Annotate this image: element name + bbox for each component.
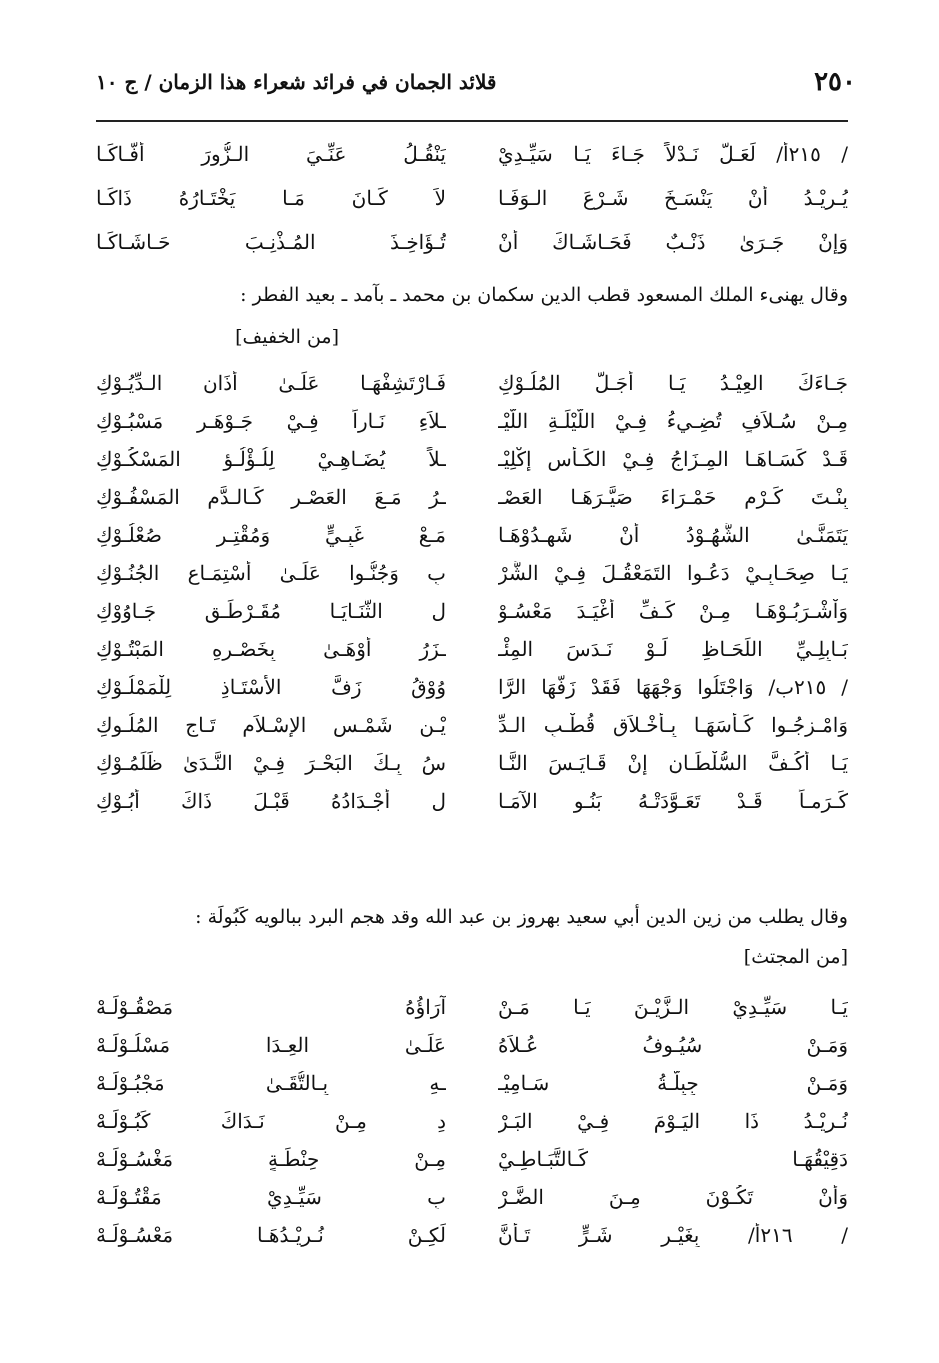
header-rule: [96, 120, 848, 122]
meter-label: [من المجتث]: [743, 946, 848, 968]
verse-second-hemistich: عَلَـىٰ العِـدَا مَسْلُـوْلَـهْ: [96, 1033, 446, 1057]
verse-second-hemistich: يْـنِ شَمْـسِ الإِسْـلاَمِ تَـاجِ المُلُـوكِ: [96, 713, 446, 737]
poem-intro: وقال يهنىء الملك المسعود قطب الدين سكمان بن محمد ـ بآمد ـ بعيد الفطر :: [240, 284, 848, 306]
verse-first-hemistich: وَامْـزِجُـوا كَـأْسَهَـا بِـأَخْـلاَقِ قُطْـبِ الـدِّ: [498, 713, 848, 737]
verse-line: [96, 592, 848, 630]
verse-second-hemistich: بِ سَيِّـدِيْ مَقْتُـوْلَـهْ: [96, 1185, 446, 1209]
verse-line: [96, 668, 848, 706]
verse-first-hemistich: وَمَـنْ جِبِلَّـةُ سَـامِيْـ: [498, 1071, 848, 1095]
verse-first-hemistich: مِـنْ سُـلاَفٍ تُضِـيءُ فِـيْ اللَّيْلَـةِ اللَّيْـ: [498, 409, 848, 433]
verse-line: [96, 220, 848, 264]
verse-line: [96, 782, 848, 820]
verse-second-hemistich: ـهِ بِـالتُّقَـىٰ مَجْبُـوْلَـهْ: [96, 1071, 446, 1095]
verse-line: [96, 744, 848, 782]
verse-line: [96, 1102, 848, 1140]
verse-second-hemistich: سُ بِـكَ البَحْـرَ فِـيْ النَّـدَىٰ ظَلَمُـوْكِ: [96, 751, 446, 775]
verse-line: [96, 132, 848, 176]
poem-section-3: [96, 988, 848, 1254]
verse-first-hemistich: بِنْـتَ كَـرْمٍ حَمْـرَاءَ صَيَّـرَهَـا العَصْـ: [498, 485, 848, 509]
verse-second-hemistich: يَنْقُـلُ عَنِّـيَ الـزُّورَ أَفَّـاكَـا: [96, 142, 446, 166]
verse-line: [96, 988, 848, 1026]
verse-first-hemistich: يَـا سَيِّـدِيْ الـزَّيْـنَ يَـا مَـنْ: [498, 995, 848, 1019]
verse-second-hemistich: لَكِـنْ نُـرِيْـدُهَـا مَعْسُـوْلَـهْ: [96, 1223, 446, 1247]
verse-line: [96, 554, 848, 592]
verse-first-hemistich: دَقِيْقُهَـا كَـالتَّبَـاطِـيْ: [498, 1147, 848, 1171]
verse-line: [96, 630, 848, 668]
verse-line: [96, 176, 848, 220]
running-title: قلائد الجمان في فرائد شعراء هذا الزمان / ج ١٠: [96, 70, 497, 94]
verse-first-hemistich: وَاْشْـرَبُـوْهَـا مِـنْ كَـفِّ أَغْيَـدَ مَعْسُـوْ: [498, 599, 848, 623]
meter-label: [من الخفيف]: [235, 326, 339, 348]
verse-line: [96, 364, 848, 402]
verse-second-hemistich: دِ مِـنْ نَـدَاكَ كَبُـوْلَـهْ: [96, 1109, 446, 1133]
verse-line: [96, 402, 848, 440]
verse-second-hemistich: آرَاؤُهُ مَصْقُـوْلَـهْ: [96, 995, 446, 1019]
verse-first-hemistich: يُـرِيْـدُ أَنْ يَنْسَـخَ شَـرْعَ الـوَفَـا: [498, 186, 848, 210]
verse-line: [96, 1026, 848, 1064]
poem-intro: وقال يطلب من زين الدين أبي سعيد بهروز بن عبد الله وقد هجم البرد ببالويه كَبُولَة :: [195, 906, 848, 928]
verse-line: [96, 440, 848, 478]
verse-second-hemistich: ـلاً يُضَـاهِـيْ لِلُـؤْلُـؤِ المَسْكُـوْكِ: [96, 447, 446, 471]
verse-first-hemistich: وَمَـنْ سُيُـوفُ عُـلاَهُ: [498, 1033, 848, 1057]
verse-line: [96, 706, 848, 744]
verse-first-hemistich: يَتَمَنَّـىٰ الشُّهُـوْدُ أَنْ شَهِـدُوْهَـا: [498, 523, 848, 547]
verse-second-hemistich: لاَ كَـانَ مَـا يَخْتَـارُهُ ذَاكَـا: [96, 186, 446, 210]
verse-second-hemistich: ـزَرُ أَوْهَـىٰ بِخَصْـرِهِ المَبْتُـوْكِ: [96, 637, 446, 661]
verse-second-hemistich: تُـؤَاخِـذَ المُـذْنِـبَ حَـاشَـاكَـا: [96, 230, 446, 254]
verse-first-hemistich: كَـرَمـاً قَـدْ تَعَـوَّدَتْـهُ بَنُـو الآمَـا: [498, 789, 848, 813]
verse-second-hemistich: بِ وَجُنُّـوا عَلَـىٰ أَسْتِمَـاعِ الجُنُـوْكِ: [96, 561, 446, 585]
verse-second-hemistich: ـلاَءِ نَـاراً فِـيْ جَـوْهَـرٍ مَسْبُـوْكِ: [96, 409, 446, 433]
verse-second-hemistich: لِ الثَّنَـايَـا مُقَـرْطَـقٍ جَـاوُوْكِ: [96, 599, 446, 623]
verse-first-hemistich: يَـا أَكُـفَّ السُّلْطَـانِ إِنْ قَـايَـسَ النَّـا: [498, 751, 848, 775]
verse-first-hemistich: جَـاءَكَ العِيْـدُ يَـا أَجَـلَّ المُلُـوْكِ: [498, 371, 848, 395]
page-header: [96, 60, 856, 104]
verse-second-hemistich: مَـعْ غَبِـيٍّ وَمُقْتِـرٍ صُعْلُـوْكِ: [96, 523, 446, 547]
verse-second-hemistich: لِ أَجْـدَادُهُ قَبْـلَ ذَاكَ أَبُـوْكِ: [96, 789, 446, 813]
verse-first-hemistich: / ٢١٥أ/ لَعَـلَّ نَـدْلاً جَـاءَ يَـا سَيِّـدِيْ: [498, 142, 848, 166]
verse-line: [96, 1064, 848, 1102]
verse-first-hemistich: بَـابِلِـيِّ اللِّحَـاظِ لَـوْ نَـدَسَ المِئْـ: [498, 637, 848, 661]
verse-first-hemistich: قَـدْ كَسَـاهَـا المِـزَاجُ فِـيْ الكَـأْسِ إِكْلِيْـ: [498, 447, 848, 471]
verse-first-hemistich: يَـا صِحَـابِـيْ دَعُـوا التَمَعْقُـلَ فِـيْ الشُّرْ: [498, 561, 848, 585]
verse-second-hemistich: ـرُ مَـعَ العَصْـرِ كَـالـدَّمِ المَسْفُـوْكِ: [96, 485, 446, 509]
page-number: ٢٥٠: [814, 67, 856, 97]
verse-line: [96, 1178, 848, 1216]
verse-first-hemistich: وَأَنْ تَكُـوْنَ مِـنَ الضَّـرْ: [498, 1185, 848, 1209]
poem-section-2: [96, 364, 848, 820]
verse-second-hemistich: فَـارْتَشِفْهَـا عَلَـىٰ أَذَانِ الـدِّيُـوْكِ: [96, 371, 446, 395]
verse-first-hemistich: نُـرِيْـدُ ذَا اليَـوْمَ فِـيْ البَـرْ: [498, 1109, 848, 1133]
verse-line: [96, 478, 848, 516]
verse-line: [96, 516, 848, 554]
verse-line: [96, 1216, 848, 1254]
verse-second-hemistich: وُوْقُ زَفَّ الأُسْتَـاذِ لِلْمَمْلُـوْكِ: [96, 675, 446, 699]
verse-first-hemistich: / ٢١٦أ/ بِغَيْـرِ شَـرٍّ تَـأَنَّ: [498, 1223, 848, 1247]
verse-first-hemistich: وَإِنْ جَـرَىٰ ذَنْـبٌ فَحَـاشَـاكَ أَنْ: [498, 230, 848, 254]
poem-section-1: [96, 132, 848, 264]
verse-line: [96, 1140, 848, 1178]
verse-first-hemistich: / ٢١٥ب/ وَاجْتَلُوا وَجْهَهَا فَقَدْ زَفَّهَا الرَّا: [498, 675, 848, 699]
verse-second-hemistich: مِـنْ حِنْطَـةٍ مَغْسُـوْلَـهْ: [96, 1147, 446, 1171]
